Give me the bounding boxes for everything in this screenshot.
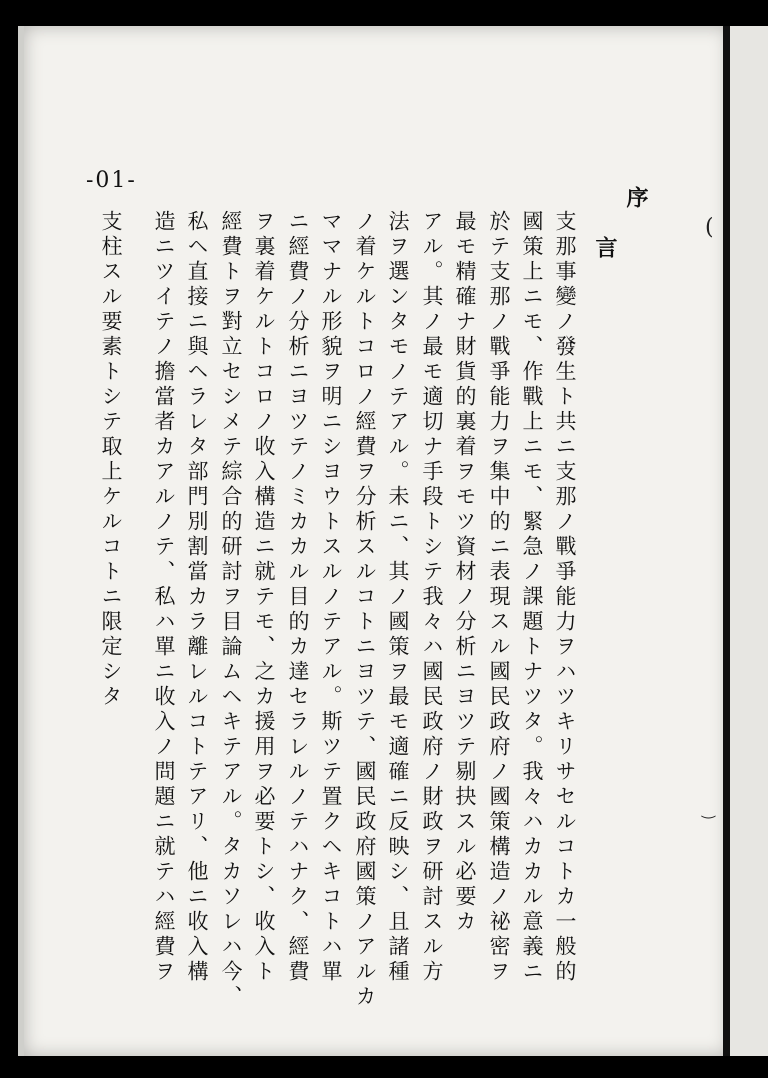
preface-heading (590, 186, 652, 258)
text-line-1: 支那事變ノ發生ト共ニ支那ノ戰爭能力ヲハツキリサセルコトカ一般的 (553, 210, 577, 985)
text-line-9: ニ經費ノ分析ニヨツテノミカカル目的カ達セラレルノテハナク、經費 (286, 210, 310, 985)
text-line-6: 法ヲ選ンタモノテアル。未ニ、其ノ國策ヲ最モ適確ニ反映シ、且諸種 (386, 210, 410, 985)
text-line-8: ママナル形貌ヲ明ニシヨウトスルノテアル。斯ツテ置クヘキコトハ單 (319, 210, 343, 985)
text-line-13: 造ニツイテノ擔當者カアルノテ、私ハ單ニ收入ノ問題ニ就テハ經費ヲ (152, 210, 176, 985)
heading-char-1: 序 (623, 186, 649, 208)
text-line-10: ヲ裏着ケルトコロノ收入構造ニ就テモ、之カ援用ヲ必要トシ、收入ト (252, 210, 276, 985)
page-number: -01- (86, 168, 137, 193)
text-line-11: 經費トヲ對立セシメテ綜合的研討ヲ目論ムヘキテアル。タカソレハ今、 (219, 210, 243, 1010)
text-line-7: ノ着ケルトコロノ經費ヲ分析スルコトニヨツテ、國民政府國策ノアルカ (353, 210, 377, 1010)
text-line-12: 私ヘ直接ニ與ヘラレタ部門別割當カラ離レルコトテアリ、他ニ收入構 (185, 210, 209, 985)
text-line-3: 於テ支那ノ戰爭能力ヲ集中的ニ表現スル國民政府ノ國策構造ノ祕密ヲ (487, 210, 511, 985)
margin-speck: ( (705, 215, 714, 240)
text-line-5: アル。其ノ最モ適切ナ手段トシテ我々ハ國民政府ノ財政ヲ研討スル方 (420, 210, 444, 985)
text-line-4: 最モ精確ナ財貨的裏着ヲモツ資材ノ分析ニヨツテ剔抉スル必要カ (453, 210, 477, 935)
margin-speck-2: ‿ (702, 800, 715, 819)
heading-char-2: 言 (592, 236, 618, 258)
text-line-2: 國策上ニモ、作戰上ニモ、緊急ノ課題トナツタ。我々ハカカル意義ニ (520, 210, 544, 985)
next-page-edge (727, 26, 768, 1056)
text-line-14: 支柱スル要素トシテ取上ケルコトニ限定シタ (99, 210, 123, 710)
